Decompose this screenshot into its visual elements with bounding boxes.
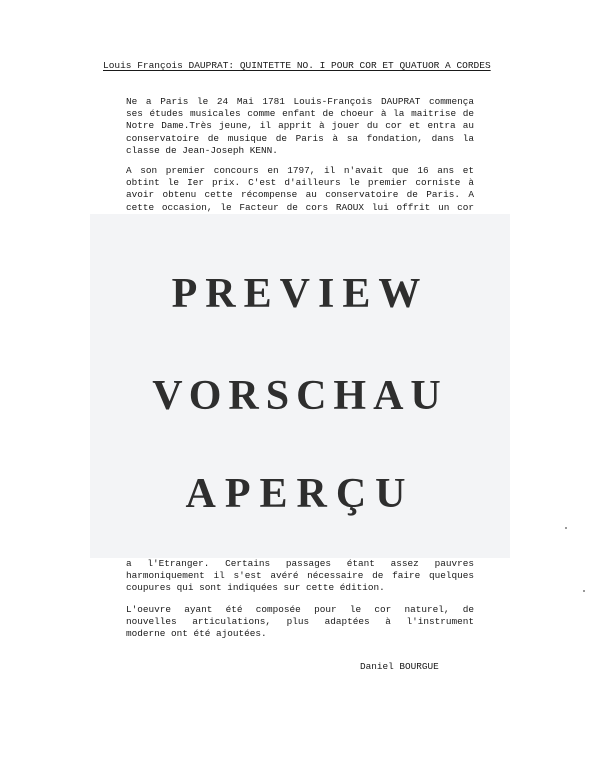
paragraph-articulations bbox=[126, 604, 474, 641]
text-line: coupures qui sont indiquées sur cette édition. bbox=[126, 582, 385, 594]
text-line: harmoniquement il s'est avéré nécessaire de faire quelques bbox=[126, 570, 474, 582]
text-line: cette occasion, le Facteur de cors RAOUX lui offrit un cor bbox=[126, 201, 474, 213]
scan-speck bbox=[583, 590, 585, 592]
text-line: a l'Etranger. Certains passages étant assez pauvres bbox=[126, 558, 474, 569]
text-line: avoir obtenu cette récompense au conservatoire de Paris. A bbox=[126, 189, 474, 201]
text-line: A son premier concours en 1797, il n'avait que 16 ans et bbox=[126, 165, 474, 176]
paragraph-edition-cuts bbox=[126, 558, 474, 595]
watermark-apercu-text: APERÇU bbox=[185, 471, 415, 517]
preview-watermark-overlay bbox=[90, 214, 510, 558]
watermark-vorschau-text: VORSCHAU bbox=[152, 373, 448, 419]
text-line: conservatoire de musique de Paris à sa fondation, dans la bbox=[126, 132, 474, 144]
text-line: ses études musicales comme enfant de choeur à la maitrise de bbox=[126, 108, 474, 120]
text-line: Notre Dame.Très jeune, il apprit à jouer du cor et entra au bbox=[126, 120, 474, 132]
text-line: moderne ont été ajoutées. bbox=[126, 628, 267, 640]
text-line: obtint le Ier prix. C'est d'ailleurs le premier corniste à bbox=[126, 177, 474, 189]
text-line: L'oeuvre ayant été composée pour le cor naturel, de bbox=[126, 604, 474, 615]
document-title: Louis François DAUPRAT: QUINTETTE NO. I POUR COR ET QUATUOR A CORDES bbox=[103, 60, 491, 71]
watermark-preview-text: PREVIEW bbox=[171, 271, 429, 317]
author-signature: Daniel BOURGUE bbox=[360, 661, 439, 672]
text-line: classe de Jean-Joseph KENN. bbox=[126, 144, 278, 156]
scan-speck bbox=[565, 527, 567, 529]
paragraph-biography-intro bbox=[126, 96, 474, 157]
text-line: Ne a Paris le 24 Mai 1781 Louis-François DAUPRAT commença bbox=[126, 96, 474, 107]
text-line: nouvelles articulations, plus adaptées à l'instrument bbox=[126, 616, 474, 628]
paragraph-first-prize bbox=[126, 165, 474, 214]
